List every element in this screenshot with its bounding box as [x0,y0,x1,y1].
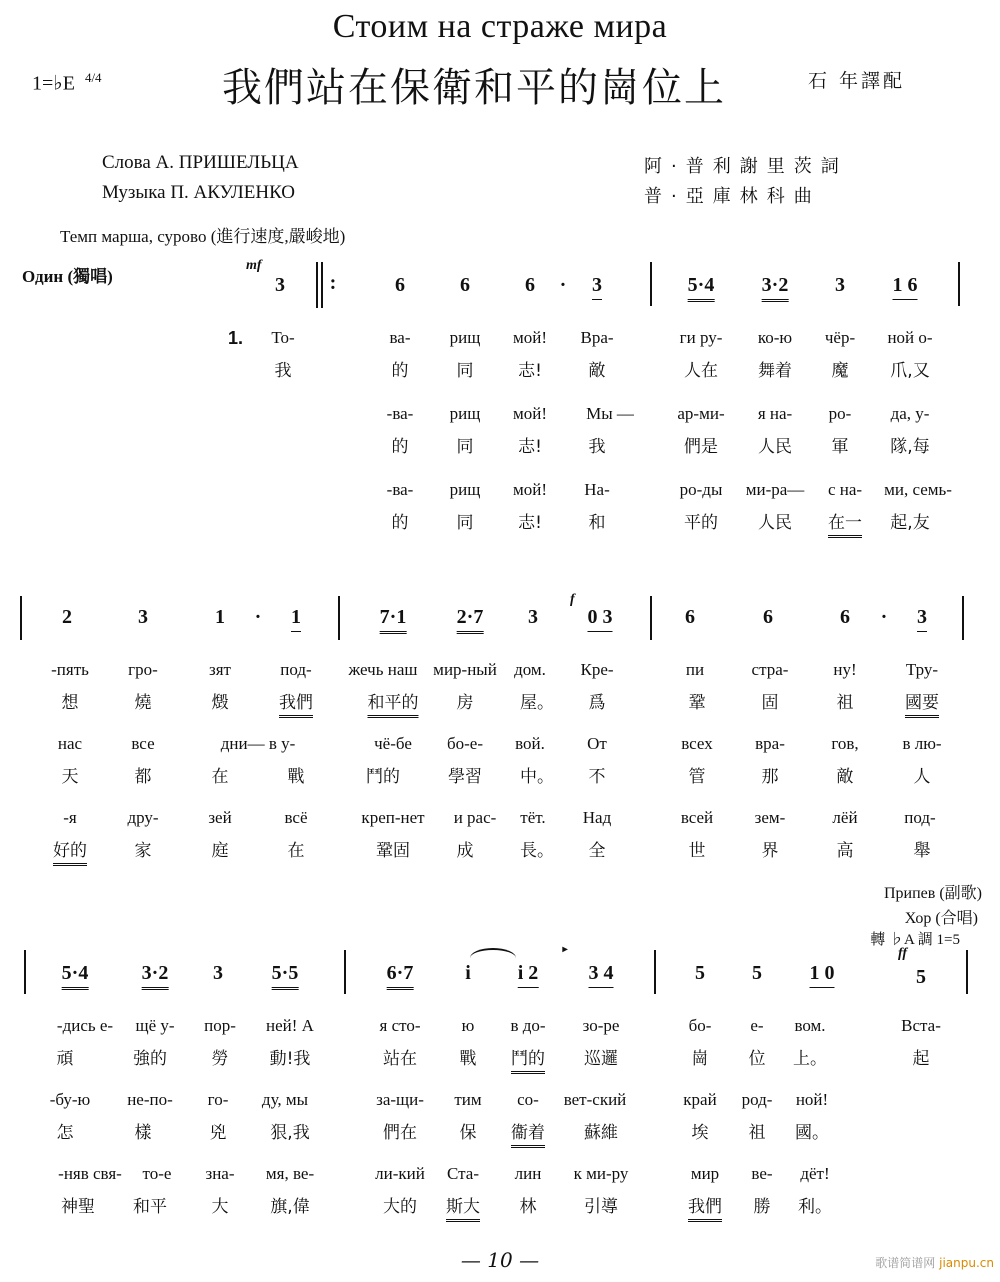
lyric-zh: 大的 [383,1197,417,1217]
lyric-zh: 家 [134,841,152,861]
lyric-zh: 學習 [448,767,482,787]
lyric: зят [209,660,231,679]
lyric: дни— в у- [220,734,296,753]
lyric-zh: 界 [761,841,779,861]
lyric-zh: 樣 [134,1123,152,1143]
lyric: мир [690,1164,720,1183]
lyric: я сто- [379,1016,421,1035]
lyric: стра- [751,660,789,679]
lyric: всех [681,734,713,753]
key-change-label: 轉 ♭A 調 1=5 [870,932,960,948]
lyric: рищ [449,404,481,423]
page-number: — 10 — [460,1248,540,1272]
lyric: рищ [449,480,481,499]
note: 6 [460,274,470,296]
watermark-url: jianpu.cn [939,1256,994,1270]
lyric-zh: 軍 [831,437,849,457]
lyric: лёй [832,808,858,827]
lyric-zh: 敵 [836,767,854,787]
lyric-zh: 固 [761,693,779,713]
lyric-zh: 巡邏 [584,1049,618,1069]
title-russian: Стоим на страже мира [332,8,668,45]
lyric: вой. [515,734,545,753]
lyric: род- [741,1090,773,1109]
note: 1 0 [810,962,835,988]
note: i [465,962,471,984]
lyric: Тру- [905,660,939,679]
lyric: ро-ды [679,480,723,499]
lyric-zh: 我們 [279,688,313,718]
dot: · [254,606,262,628]
lyric: край [683,1090,717,1109]
lyric-zh: 利。 [798,1197,832,1217]
lyric: зем- [754,808,786,827]
lyric-zh: 人 [913,767,931,787]
lyric-zh: 強的 [133,1049,167,1069]
lyric-zh: 的 [391,513,409,533]
note: 6 [395,274,405,296]
lyric: ми-ра— [745,480,805,499]
lyric-zh: 怎 [56,1123,74,1143]
lyric: всё [284,808,308,827]
lyric-zh: 戰 [287,767,305,787]
lyric: мир-ный [433,660,497,679]
lyric-zh: 隊,每 [890,437,930,457]
note: 3 [213,962,223,984]
repeat-dots: : [329,272,337,294]
lyric-zh: 鞏 [688,693,706,713]
lyric: На- [584,480,610,499]
lyric-zh: 蘇維 [584,1123,618,1143]
lyric: мя, ве- [265,1164,315,1183]
lyric: -дись е- [56,1016,114,1035]
lyric-zh: 和平的 [368,688,419,718]
lyric: все [131,734,155,753]
lyric-zh: 志! [518,361,542,381]
lyric: лин [514,1164,542,1183]
lyric-zh: 天 [61,767,79,787]
lyric: Ста- [447,1164,479,1183]
lyric: бо-е- [446,734,484,753]
lyric-zh: 林 [519,1197,537,1217]
note: 6 [525,274,535,296]
chorus-label: Припев (副歌) [884,885,982,902]
note: 1 6 [893,274,918,300]
dynamic-f: f [570,592,575,607]
lyric-zh: 起 [912,1049,930,1069]
lyric: за-щи- [376,1090,424,1109]
lyric: под- [904,808,936,827]
lyric: мой! [512,328,548,347]
note: 6 [840,606,850,628]
lyric: тёт. [520,808,546,827]
composer-ru: Музыка П. АКУЛЕНКО [102,182,295,203]
choir-label: Хор (合唱) [904,910,978,927]
lyric: -няв свя- [58,1164,122,1183]
lyric-zh: 起,友 [890,513,930,533]
lyric: ю [461,1016,475,1035]
lyric: ли-кий [375,1164,425,1183]
lyric-zh: 人在 [684,361,718,381]
barline [344,950,346,994]
lyric-zh: 那 [761,767,779,787]
lyric-zh: 人民 [758,513,792,533]
lyric: ми, семь- [884,480,952,499]
lyric-zh: 勝 [753,1197,771,1217]
barline [20,596,22,640]
barline [24,950,26,994]
lyric-zh: 全 [588,841,606,861]
composer-zh: 普·亞庫林科曲 [644,186,821,207]
lyric-zh: 我們 [688,1192,722,1222]
lyric: мой! [512,404,548,423]
lyric: бо- [688,1016,712,1035]
lyric: вра- [755,734,785,753]
lyric-zh: 想 [61,693,79,713]
lyric: гов, [831,734,859,753]
lyric: зна- [205,1164,235,1183]
lyric-zh: 好的 [53,836,87,866]
lyric: -ва- [386,480,414,499]
barline [650,262,652,306]
lyric-zh: 位 [748,1049,766,1069]
note: 3 4 [589,962,614,988]
note: 5 [695,962,705,984]
barline [650,596,652,640]
note: 0 3 [588,606,613,632]
lyric-zh: 兇 [209,1123,227,1143]
lyric-zh: 爲 [588,693,606,713]
lyric-zh: 世 [688,841,706,861]
lyric: с на- [827,480,863,499]
lyric: ва- [389,328,411,347]
lyric: чё-бе [374,734,412,753]
lyric-zh: 中。 [520,767,554,787]
watermark-text: 歌谱简谱网 [875,1256,936,1270]
lyric: дом. [514,660,546,679]
lyric-zh: 庭 [211,841,229,861]
lyric: ной! [795,1090,829,1109]
note: 2·7 [457,606,484,634]
lyric-zh: 燬 [211,693,229,713]
barline [962,596,964,640]
lyric: нас [57,734,83,753]
lyric-zh: 埃 [691,1123,709,1143]
lyric-zh: 同 [456,361,474,381]
lyric-zh: 頑 [56,1049,74,1069]
verse-number: 1. [228,328,244,348]
lyric-zh: 和 [588,513,606,533]
lyric: ар-ми- [677,404,725,423]
lyric: к ми-ру [573,1164,629,1183]
lyric: жечь наш [348,660,418,679]
lyric: ду, мы [261,1090,309,1109]
note: 3 [592,274,602,300]
lyric: зей [208,808,232,827]
tie-slur [470,948,516,958]
lyric: Вра- [580,328,614,347]
lyric-zh: 站在 [383,1049,417,1069]
note: 5 [752,962,762,984]
lyric-zh: 崗 [691,1049,709,1069]
note: 5·5 [272,962,299,990]
note: 1 [291,606,301,632]
note: 6 [763,606,773,628]
lyric: всей [680,808,714,827]
lyric-zh: 動!我 [269,1049,311,1069]
lyric-zh: 國要 [905,688,939,718]
note: 2 [62,606,72,628]
dynamic-ff: ff [898,946,908,961]
lyric: -я [63,808,77,827]
lyric-zh: 鞏固 [376,841,410,861]
lyric-zh: 敵 [588,361,606,381]
lyric-zh: 狠,我 [270,1123,310,1143]
note: 5·4 [688,274,715,302]
lyric: да, у- [890,404,930,423]
note: 5 [916,966,926,988]
repeat-barline [316,262,318,308]
lyric: со- [517,1090,539,1109]
lyric-zh: 鬥的 [511,1044,545,1074]
lyric: ги ру- [679,328,723,347]
dot: · [880,606,888,628]
lyric-zh: 管 [688,767,706,787]
lyric-zh: 戰 [459,1049,477,1069]
lyric-zh: 斯大 [446,1192,480,1222]
lyric: От [587,734,607,753]
lyric-zh: 燒 [134,693,152,713]
lyric-zh: 同 [456,437,474,457]
lyric: го- [207,1090,229,1109]
lyric-zh: 在 [211,767,229,787]
note: i 2 [518,962,539,988]
note: 3 [917,606,927,632]
lyric-zh: 們是 [684,437,718,457]
lyric: чёр- [824,328,856,347]
lyric: Мы — [586,404,634,423]
pickup-note: 3 [275,274,285,296]
lyric: мой! [512,480,548,499]
lyric: Вста- [901,1016,941,1035]
lyric: вет-ский [563,1090,627,1109]
lyric: пи [685,660,705,679]
lyric-zh: 房 [456,693,474,713]
lyricist-ru: Слова А. ПРИШЕЛЬЦА [102,152,299,173]
note: 3·2 [142,962,169,990]
lyric: ней! А [266,1016,314,1035]
note: 3 [138,606,148,628]
lyric-zh: 同 [456,513,474,533]
lyric: пор- [204,1016,236,1035]
lyric-zh: 勞 [211,1049,229,1069]
lyric: под- [280,660,312,679]
lyric-zh: 舞着 [758,361,792,381]
lyric: то-е [142,1164,172,1183]
key-signature [32,70,102,96]
breath-mark: ▸ [562,944,568,955]
note: 3 [528,606,538,628]
lyric-zh: 平的 [684,513,718,533]
lyric: ной о- [887,328,933,347]
note: 7·1 [380,606,407,634]
lyric-zh: 我 [274,361,292,381]
lyric-zh: 的 [391,361,409,381]
lyric-zh: 魔 [831,361,849,381]
lyricist-zh: 阿·普利謝里茨詞 [644,156,848,177]
lyric-zh: 的 [391,437,409,457]
lyric-zh: 成 [456,841,474,861]
lyric-zh: 人民 [758,437,792,457]
lyric: дру- [127,808,159,827]
lyric-zh: 志! [518,437,542,457]
lyric-zh: 保 [459,1123,477,1143]
solo-label: Один (獨唱) [22,267,113,286]
time-signature: 4/4 [84,70,102,85]
lyric-zh: 爪,又 [890,361,930,381]
lyric: Над [582,808,612,827]
lyric: Кре- [580,660,614,679]
barline [338,596,340,640]
repeat-barline [321,262,323,308]
lyric: ну! [833,660,857,679]
lyric: тим [454,1090,482,1109]
note: 3·2 [762,274,789,302]
lyric-zh: 我 [588,437,606,457]
lyric: е- [750,1016,764,1035]
lyric-zh: 引導 [584,1197,618,1217]
lyric-zh: 屋。 [520,693,554,713]
lyric: в до- [510,1016,546,1035]
lyric-zh: 上。 [793,1049,827,1069]
lyric-zh: 高 [836,841,854,861]
lyric: рищ [449,328,481,347]
lyric: -пять [51,660,89,679]
lyric-zh: 祖 [836,693,854,713]
lyric: дёт! [800,1164,830,1183]
lyric: -ва- [386,404,414,423]
lyric: в лю- [902,734,942,753]
note: 6·7 [387,962,414,990]
lyric-zh: 在一 [828,508,862,538]
lyric-zh: 衞着 [511,1118,545,1148]
note: 5·4 [62,962,89,990]
dynamic-mf: mf [246,258,262,273]
lyric: То- [271,328,295,347]
note: 3 [835,274,845,296]
lyric-zh: 在 [287,841,305,861]
lyric-zh: 和平 [133,1197,167,1217]
lyric: не-по- [127,1090,173,1109]
arranger: 石 年譯配 [808,70,906,92]
watermark [875,1254,994,1271]
lyric: я на- [757,404,793,423]
lyric: ро- [828,404,852,423]
dot: · [559,274,567,296]
lyric-zh: 不 [588,767,606,787]
lyric-zh: 神聖 [61,1197,95,1217]
key-label: 1=♭E [32,72,75,95]
lyric: ко-ю [757,328,793,347]
barline [654,950,656,994]
lyric-zh: 大 [211,1197,229,1217]
lyric-zh: 們在 [383,1123,417,1143]
barline [958,262,960,306]
lyric-zh: 祖 [748,1123,766,1143]
lyric-zh: 舉 [913,841,931,861]
note: 1 [215,606,225,628]
title-chinese: 我們站在保衛和平的崗位上 [222,65,726,111]
lyric: щё у- [135,1016,175,1035]
barline [966,950,968,994]
lyric: вом. [794,1016,826,1035]
lyric-zh: 長。 [520,841,554,861]
lyric-zh: 鬥的 [366,767,400,787]
lyric-zh: 都 [134,767,152,787]
lyric: креп-нет [361,808,425,827]
lyric-zh: 國。 [795,1123,829,1143]
lyric: зо-ре [582,1016,620,1035]
lyric: ве- [751,1164,773,1183]
lyric: гро- [128,660,158,679]
lyric: -бу-ю [49,1090,91,1109]
tempo-marking: Темп марша, сурово (進行速度,嚴峻地) [60,227,346,246]
lyric-zh: 旗,偉 [270,1197,310,1217]
lyric-zh: 志! [518,513,542,533]
lyric: и рас- [453,808,497,827]
note: 6 [685,606,695,628]
